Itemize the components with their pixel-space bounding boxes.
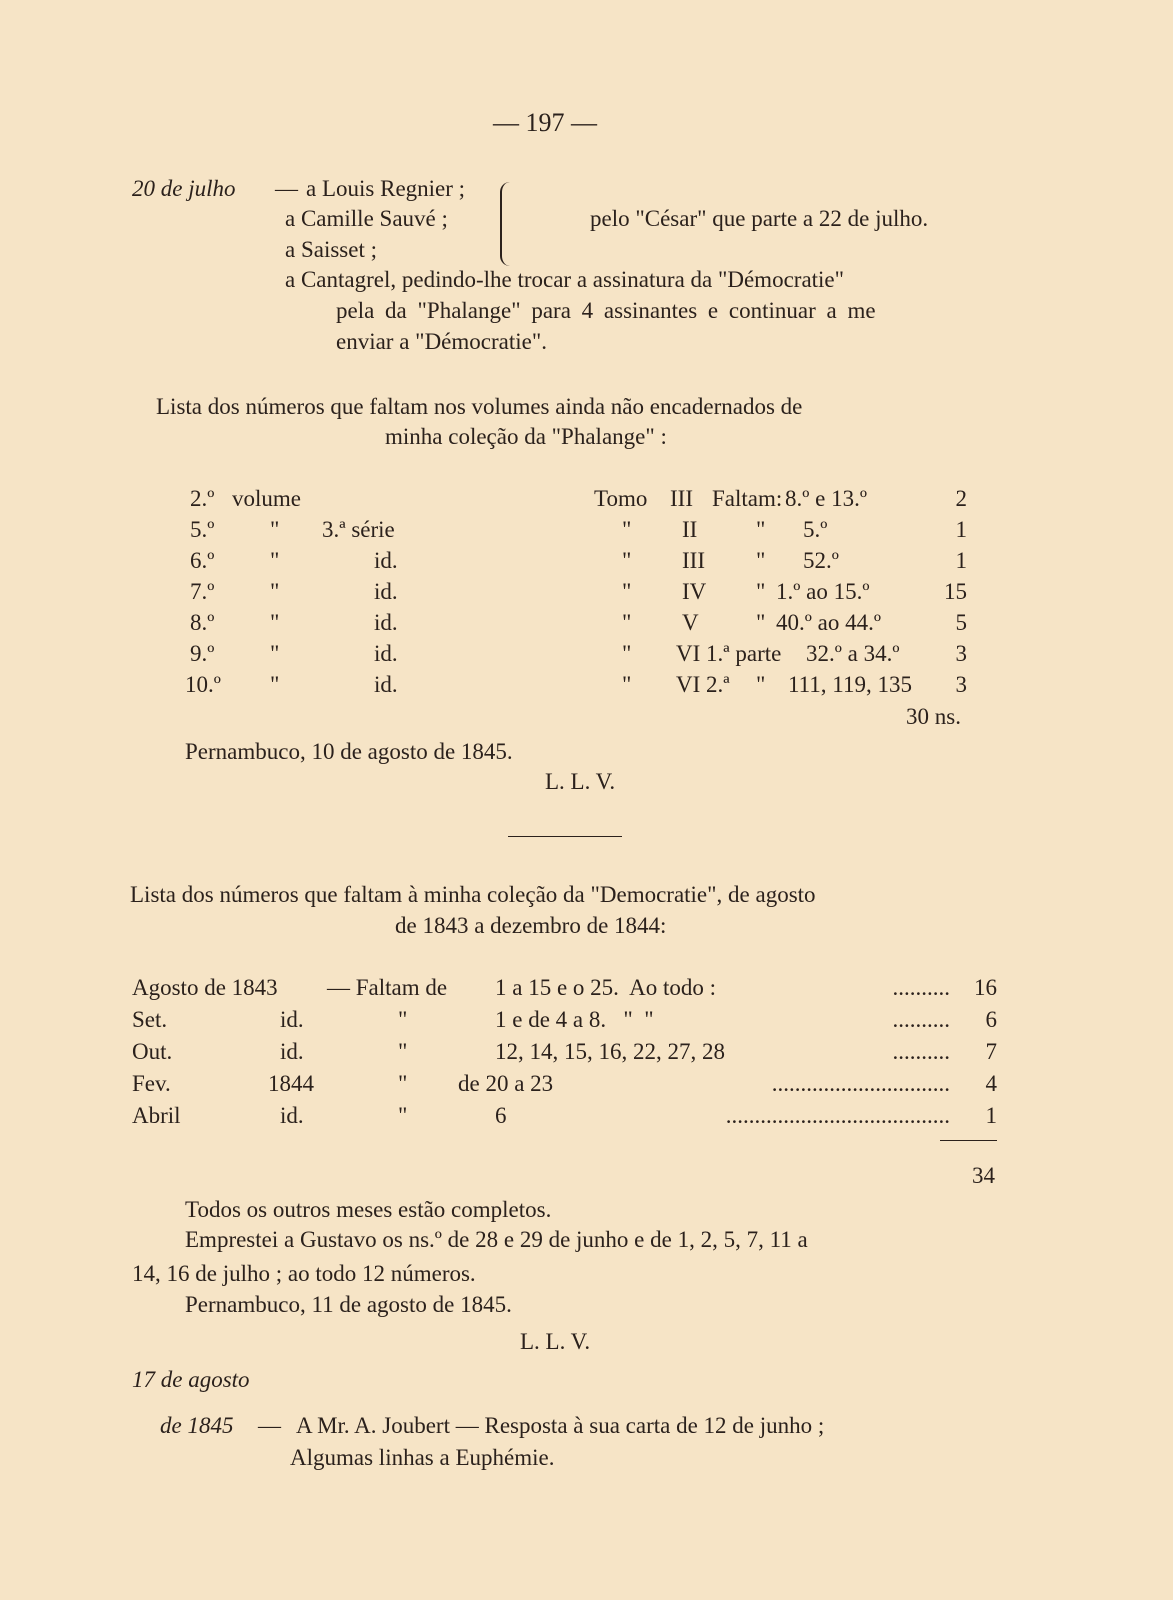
count: 4 — [985, 1071, 997, 1096]
faltam: " — [398, 1103, 408, 1128]
count: 6 — [985, 1007, 997, 1032]
missing-numbers: 1 a 15 e o 25. Ao todo : — [495, 975, 717, 1000]
series: 3.ª série — [322, 517, 395, 542]
recipient: a Louis Regnier ; — [306, 176, 466, 201]
signature: L. L. V. — [545, 769, 616, 794]
series: id. — [374, 641, 398, 666]
count: 16 — [974, 975, 997, 1000]
tomo: " — [622, 641, 632, 666]
tomo: " — [622, 579, 632, 604]
place-date: Pernambuco, 11 de agosto de 1845. — [185, 1292, 512, 1317]
missing-numbers: 52.º — [803, 548, 839, 573]
volume-label: " — [270, 610, 280, 635]
dash: — — [275, 176, 298, 201]
volume-number: 7.º — [190, 579, 215, 604]
volume-label: " — [270, 641, 280, 666]
volume-label: " — [270, 672, 280, 697]
tomo-number: III — [682, 548, 705, 573]
month: Set. — [132, 1007, 168, 1032]
faltam: " — [398, 1071, 408, 1096]
volume-label: volume — [232, 486, 301, 511]
count: 3 — [955, 672, 967, 697]
year: id. — [280, 1007, 304, 1032]
divider — [508, 836, 622, 837]
missing-numbers: 1 e de 4 a 8. " " — [495, 1007, 654, 1032]
tomo-number: VI 2.ª — [676, 672, 730, 697]
series: id. — [374, 579, 398, 604]
entry-text: A Mr. A. Joubert — Resposta à sua carta de 12 de junho ; — [296, 1413, 825, 1438]
recipient: a Saisset ; — [285, 237, 377, 262]
count: 1 — [955, 548, 967, 573]
dash: — — [258, 1413, 281, 1438]
count: 2 — [955, 486, 967, 511]
missing-numbers: 5.º — [803, 517, 828, 542]
faltam: — Faltam de — [327, 975, 448, 1000]
tomo-number: V — [682, 610, 699, 635]
list-title: minha coleção da "Phalange" : — [385, 424, 667, 449]
faltam: " — [756, 610, 766, 635]
place-date: Pernambuco, 10 de agosto de 1845. — [185, 739, 513, 764]
faltam: " — [756, 579, 766, 604]
count: 3 — [955, 641, 967, 666]
tomo: Tomo — [594, 486, 648, 511]
tomo-number: VI 1.ª parte — [676, 641, 782, 666]
list-title: de 1843 a dezembro de 1844: — [395, 913, 667, 938]
total-rule — [940, 1140, 997, 1141]
volume-number: 5.º — [190, 517, 215, 542]
volume-number: 9.º — [190, 641, 215, 666]
series: id. — [374, 610, 398, 635]
phalange-total: 30 ns. — [906, 704, 961, 729]
count: 5 — [955, 610, 967, 635]
series: id. — [374, 548, 398, 573]
brace — [500, 182, 516, 266]
cantagrel-line: enviar a "Démocratie". — [336, 329, 547, 354]
list-title: Lista dos números que faltam nos volumes ainda não encadernados de — [156, 394, 803, 419]
faltam: Faltam: — [712, 486, 783, 511]
count: 7 — [985, 1039, 997, 1064]
month: Abril — [132, 1103, 181, 1128]
volume-number: 6.º — [190, 548, 215, 573]
year: id. — [280, 1039, 304, 1064]
entry-date: de 1845 — [160, 1413, 234, 1438]
entry-text: Algumas linhas a Euphémie. — [290, 1445, 555, 1470]
missing-numbers: 1.º ao 15.º — [776, 579, 870, 604]
recipient: a Camille Sauvé ; — [285, 206, 448, 231]
volume-number: 8.º — [190, 610, 215, 635]
note: Emprestei a Gustavo os ns.º de 28 e 29 de junho e de 1, 2, 5, 7, 11 a — [185, 1227, 808, 1252]
missing-numbers: 111, 119, 135 — [788, 672, 912, 697]
cantagrel-line: a Cantagrel, pedindo-lhe trocar a assinatura da "Démocratie" — [285, 267, 845, 292]
faltam: " — [756, 517, 766, 542]
month: Fev. — [132, 1071, 171, 1096]
volume-label: " — [270, 579, 280, 604]
tomo-number: II — [682, 517, 698, 542]
list-title: Lista dos números que faltam à minha coleção da "Democratie", de agosto — [130, 882, 816, 907]
faltam: " — [756, 672, 766, 697]
volume-label: " — [270, 548, 280, 573]
missing-numbers: 6 — [495, 1103, 507, 1128]
year: id. — [280, 1103, 304, 1128]
note: Todos os outros meses estão completos. — [185, 1197, 552, 1222]
missing-numbers: 40.º ao 44.º — [776, 610, 881, 635]
count: 1 — [985, 1103, 997, 1128]
series: id. — [374, 672, 398, 697]
tomo: " — [622, 672, 632, 697]
volume-number: 2.º — [190, 486, 215, 511]
missing-numbers: de 20 a 23 — [458, 1071, 554, 1096]
leader-dots: ....................................... — [725, 1103, 950, 1128]
entry-date: 17 de agosto — [132, 1367, 250, 1392]
count: 15 — [944, 579, 967, 604]
via-note: pelo "César" que parte a 22 de julho. — [590, 206, 929, 231]
volume-number: 10.º — [185, 672, 221, 697]
note: 14, 16 de julho ; ao todo 12 números. — [132, 1261, 476, 1286]
tomo-number: IV — [682, 579, 707, 604]
volume-label: " — [270, 517, 280, 542]
leader-dots: .......... — [892, 975, 950, 1000]
democratie-total: 34 — [972, 1163, 995, 1188]
faltam: " — [398, 1039, 408, 1064]
month: Agosto de 1843 — [132, 975, 278, 1000]
tomo: " — [622, 548, 632, 573]
year: 1844 — [268, 1071, 314, 1096]
leader-dots: .......... — [892, 1007, 950, 1032]
faltam: " — [756, 548, 766, 573]
page-number: — 197 — — [493, 108, 597, 137]
missing-numbers: 32.º a 34.º — [806, 641, 900, 666]
cantagrel-line: pela da "Phalange" para 4 assinantes e continuar a me — [336, 298, 876, 323]
missing-numbers: 12, 14, 15, 16, 22, 27, 28 — [495, 1039, 725, 1064]
faltam: " — [398, 1007, 408, 1032]
entry-date: 20 de julho — [132, 176, 236, 201]
leader-dots: .......... — [892, 1039, 950, 1064]
tomo-number: III — [670, 486, 693, 511]
signature: L. L. V. — [520, 1329, 591, 1354]
month: Out. — [132, 1039, 173, 1064]
count: 1 — [955, 517, 967, 542]
tomo: " — [622, 610, 632, 635]
tomo: " — [622, 517, 632, 542]
missing-numbers: 8.º e 13.º — [785, 486, 867, 511]
leader-dots: ............................... — [771, 1071, 950, 1096]
